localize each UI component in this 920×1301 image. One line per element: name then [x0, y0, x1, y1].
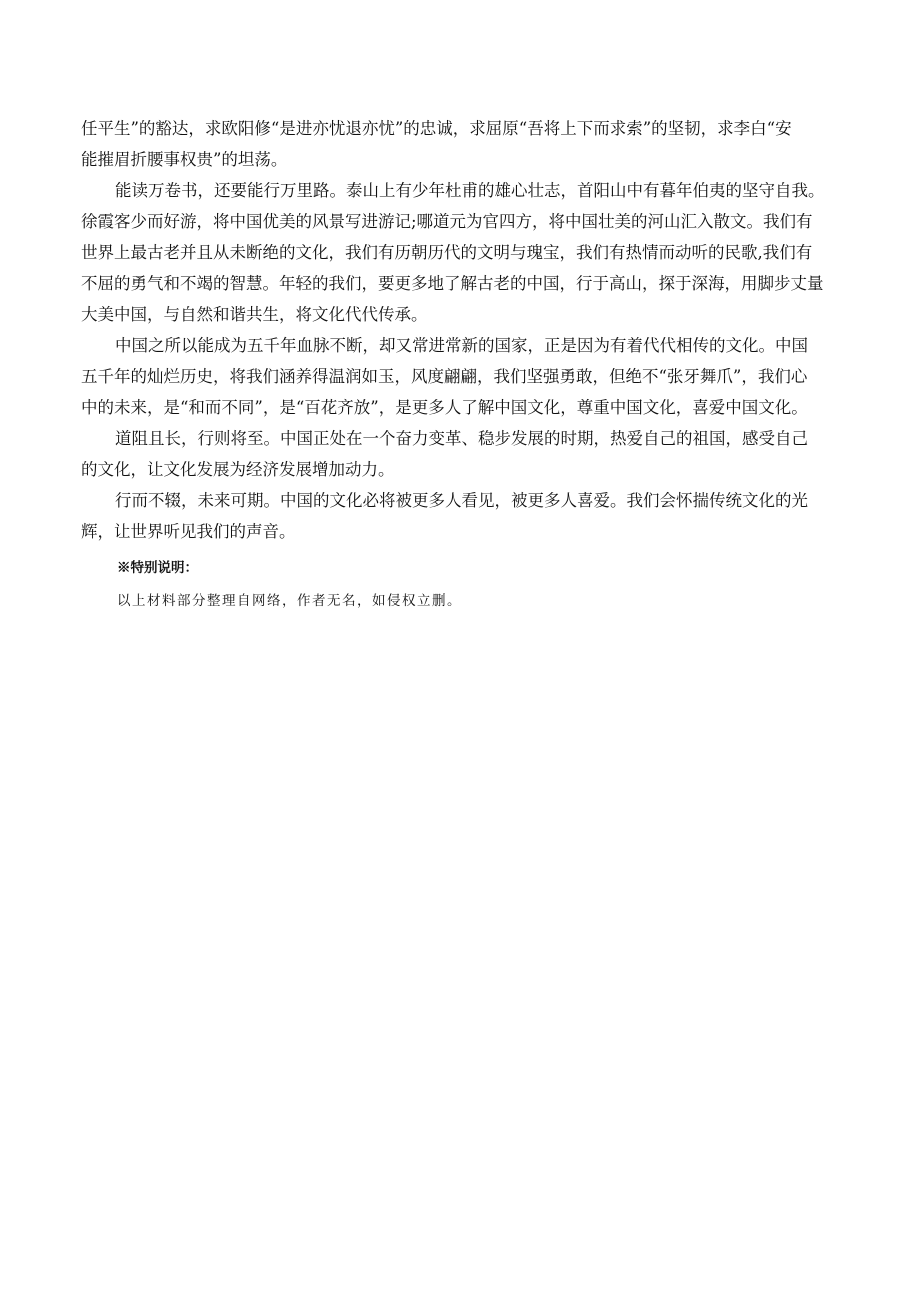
- text-line: 不屈的勇气和不竭的智慧。年轻的我们，要更多地了解古老的中国，行于高山，探于深海，用脚步丈量: [81, 274, 824, 293]
- paragraph-5: [81, 485, 843, 547]
- text-line: 大美中国，与自然和谐共生，将文化代代传承。: [81, 305, 428, 324]
- text-line: 能摧眉折腰事权贵”的坦荡。: [81, 150, 288, 169]
- paragraph-4: [81, 423, 843, 485]
- special-note: [81, 558, 843, 611]
- text-line: 世界上最古老并且从未断绝的文化，我们有历朝历代的文明与瑰宝，我们有热情而动听的民歌,我们有: [81, 243, 813, 262]
- text-line: 五千年的灿烂历史，将我们涵养得温润如玉，风度翩翩，我们坚强勇敢，但绝不“张牙舞爪”，我们心: [81, 367, 808, 386]
- text-line: 辉，让世界听见我们的声音。: [81, 522, 296, 541]
- paragraph-3: [81, 330, 843, 423]
- text-line: 中国之所以能成为五千年血脉不断，却又常进常新的国家，正是因为有着代代相传的文化。中国: [115, 336, 808, 355]
- paragraph-2: [81, 175, 843, 330]
- note-title: ※特别说明：: [117, 560, 198, 576]
- text-line: 的文化，让文化发展为经济发展增加动力。: [81, 460, 395, 479]
- text-line: 能读万卷书，还要能行万里路。泰山上有少年杜甫的雄心壮志，首阳山中有暮年伯夷的坚守自我。: [115, 181, 825, 200]
- text-line: 徐霞客少而好游，将中国优美的风景写进游记;哪道元为官四方，将中国壮美的河山汇入散文。我们有: [81, 212, 813, 231]
- text-line: 任平生”的豁达，求欧阳修“是进亦忧退亦忧”的忠诚，求屈原“吾将上下而求索”的坚韧，求李白“安: [81, 119, 792, 138]
- text-line: 道阻且长，行则将至。中国正处在一个奋力变革、稳步发展的时期，热爱自己的祖国，感受自己: [115, 429, 808, 448]
- text-line: 中的未来，是“和而不同”，是“百花齐放”，是更多人了解中国文化，尊重中国文化，喜爱中国文化。: [81, 398, 808, 417]
- note-body: 以上材料部分整理自网络，作者无名，如侵权立删。: [117, 593, 462, 609]
- document-body: [81, 113, 843, 611]
- paragraph-1: [81, 113, 843, 175]
- text-line: 行而不辍，未来可期。中国的文化必将被更多人看见，被更多人喜爱。我们会怀揣传统文化的光: [115, 491, 808, 510]
